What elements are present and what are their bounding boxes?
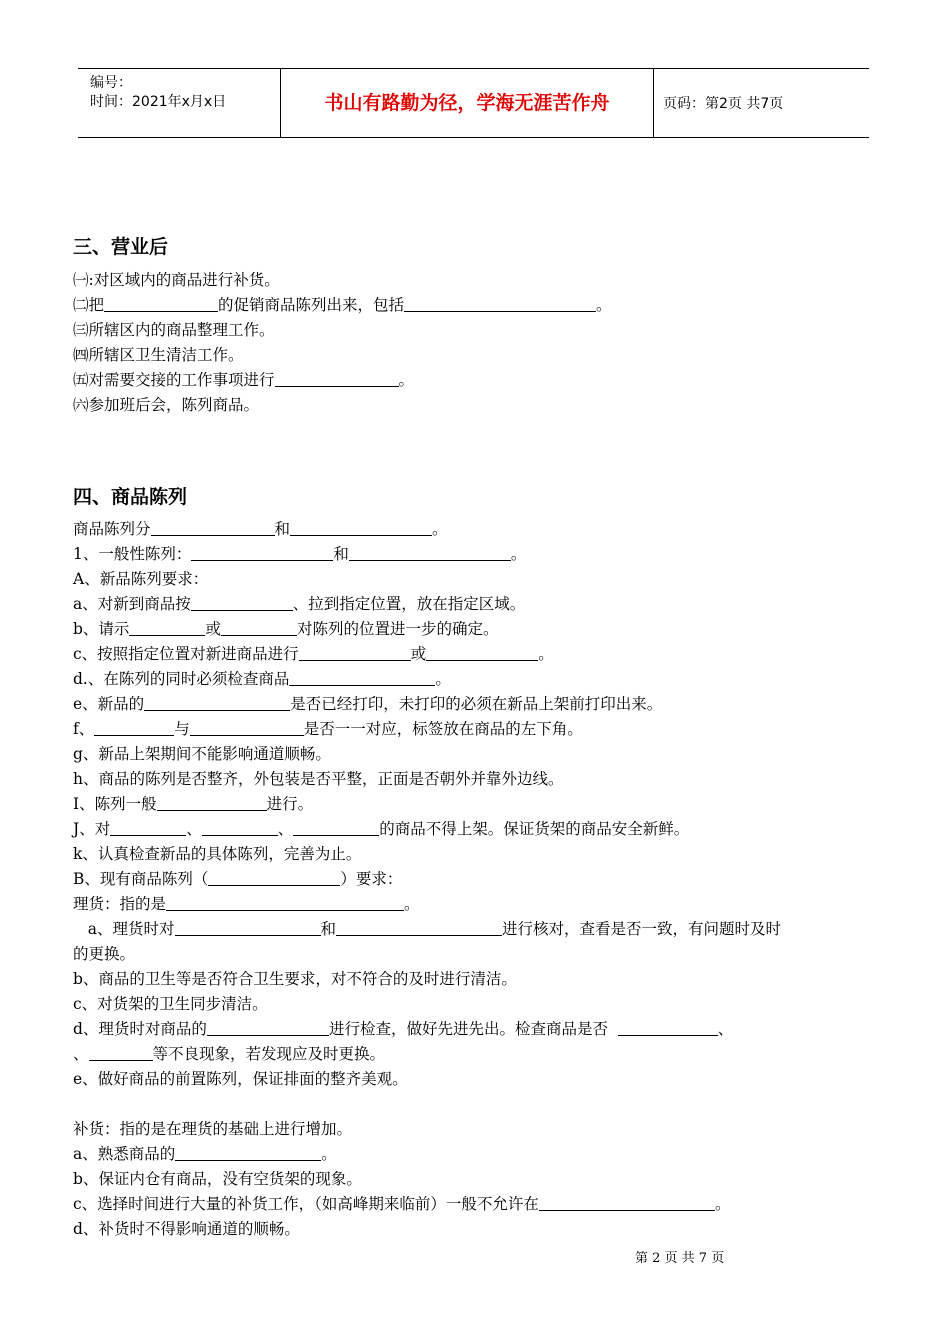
page-footer: 第 2 页 共 7 页 <box>635 1251 725 1266</box>
page-header <box>78 68 869 138</box>
text: 。 <box>398 371 415 389</box>
text: 进行。 <box>266 795 314 813</box>
line <box>73 268 878 293</box>
text: 、 <box>277 820 294 838</box>
blank-field[interactable] <box>336 918 502 936</box>
line <box>73 542 878 567</box>
blank-field[interactable] <box>144 693 290 711</box>
text: 和 <box>320 920 337 938</box>
text: 、 <box>186 820 202 838</box>
blank-field[interactable] <box>207 1018 329 1036</box>
line <box>73 617 878 642</box>
line <box>73 1017 878 1042</box>
text: ㈣所辖区卫生清洁工作。 <box>73 346 244 364</box>
line <box>73 792 878 817</box>
blank-field[interactable] <box>289 668 435 686</box>
blank-field[interactable] <box>191 593 293 611</box>
line <box>73 642 878 667</box>
line <box>73 393 878 418</box>
line <box>73 293 878 318</box>
text: g、新品上架期间不能影响通道顺畅。 <box>73 745 331 763</box>
time-label: 时间：2021年x月x日 <box>90 94 227 110</box>
text: 进行检查，做好先进先出。检查商品是否 <box>328 1020 618 1038</box>
blank-field[interactable] <box>166 893 404 911</box>
text: 与 <box>174 720 190 738</box>
text: b、保证内仓有商品，没有空货架的现象。 <box>73 1170 362 1188</box>
text: h、商品的陈列是否整齐，外包装是否平整，正面是否朝外并靠外边线。 <box>73 770 564 788</box>
line <box>73 1142 878 1167</box>
text: J、对 <box>73 820 111 838</box>
text: a、熟悉商品的 <box>73 1145 176 1163</box>
text: a、理货时对 <box>73 920 175 938</box>
header-page-info: 页码：第2页 共7页 <box>663 96 784 112</box>
line <box>73 592 878 617</box>
blank-field[interactable] <box>539 1193 715 1211</box>
blank-field[interactable] <box>426 643 538 661</box>
text: A、新品陈列要求： <box>73 570 209 588</box>
text: 的更换。 <box>73 945 136 963</box>
text: c、按照指定位置对新进商品进行 <box>73 645 299 663</box>
line <box>73 817 878 842</box>
blank-field[interactable] <box>349 543 511 561</box>
text: B、现有商品陈列（ <box>73 870 209 888</box>
line <box>73 967 878 992</box>
line <box>73 1192 878 1217</box>
text: b、商品的卫生等是否符合卫生要求，对不符合的及时进行清洁。 <box>73 970 517 988</box>
text: e、新品的 <box>73 695 145 713</box>
blank-field[interactable] <box>190 718 304 736</box>
spacer-line <box>73 1092 878 1117</box>
blank-field[interactable] <box>175 918 321 936</box>
text: 是否一一对应，标签放在商品的左下角。 <box>303 720 583 738</box>
line <box>73 1217 878 1242</box>
text: 的商品不得上架。保证货架的商品安全新鲜。 <box>379 820 690 838</box>
blank-field[interactable] <box>129 618 205 636</box>
blank-field[interactable] <box>104 294 218 312</box>
header-motto: 书山有路勤为径，学海无涯苦作舟 <box>281 69 654 137</box>
text: 或 <box>205 620 221 638</box>
text: 商品陈列分 <box>73 520 151 538</box>
text: e、做好商品的前置陈列，保证排面的整齐美观。 <box>73 1070 408 1088</box>
line <box>73 1117 878 1142</box>
line <box>73 567 878 592</box>
blank-field[interactable] <box>404 294 596 312</box>
text: c、选择时间进行大量的补货工作，（如高峰期来临前）一般不允许在 <box>73 1195 539 1213</box>
text: ㈥参加班后会，陈列商品。 <box>73 396 260 414</box>
blank-field[interactable] <box>151 518 275 536</box>
text: 。 <box>714 1195 731 1213</box>
blank-field[interactable] <box>175 1143 321 1161</box>
text: 进行核对，查看是否一致，有问题时及时 <box>502 920 782 938</box>
line <box>73 318 878 343</box>
line <box>73 992 878 1017</box>
blank-field[interactable] <box>202 818 278 836</box>
text: b、请示 <box>73 620 130 638</box>
blank-field[interactable] <box>293 818 379 836</box>
text: ㈢所辖区内的商品整理工作。 <box>73 321 275 339</box>
text: d.、在陈列的同时必须检查商品 <box>73 670 290 688</box>
text: ㈠:对区域内的商品进行补货。 <box>73 271 280 289</box>
line <box>73 343 878 368</box>
text: 的促销商品陈列出来，包括 <box>218 296 405 314</box>
line <box>73 942 878 967</box>
blank-field[interactable] <box>221 618 297 636</box>
text: 理货：指的是 <box>73 895 167 913</box>
section-heading-4: 四、商品陈列 <box>73 486 188 508</box>
line <box>73 1067 878 1092</box>
blank-field[interactable] <box>157 793 267 811</box>
blank-field[interactable] <box>275 369 399 387</box>
line <box>73 892 878 917</box>
text: 。 <box>432 520 448 538</box>
line <box>73 867 878 892</box>
text: a、对新到商品按 <box>73 595 191 613</box>
text: 或 <box>410 645 427 663</box>
text: 。 <box>404 895 420 913</box>
blank-field[interactable] <box>299 643 411 661</box>
line <box>73 917 878 942</box>
number-label: 编号： <box>90 75 132 91</box>
text: c、对货架的卫生同步清洁。 <box>73 995 268 1013</box>
line <box>73 1167 878 1192</box>
text: 1、一般性陈列： <box>73 545 192 563</box>
text: I、陈列一般 <box>73 795 157 813</box>
line <box>73 742 878 767</box>
text: ㈡把 <box>73 296 105 314</box>
text: 和 <box>274 520 291 538</box>
text: ㈤对需要交接的工作事项进行 <box>73 371 275 389</box>
text: 、拉到指定位置，放在指定区域。 <box>292 595 526 613</box>
text: k、认真检查新品的具体陈列，完善为止。 <box>73 845 362 863</box>
text: 等不良现象，若发现应及时更换。 <box>152 1045 386 1063</box>
text: d、补货时不得影响通道的顺畅。 <box>73 1220 300 1238</box>
blank-field[interactable] <box>618 1018 718 1036</box>
text: 、 <box>717 1020 734 1038</box>
blank-field[interactable] <box>110 818 186 836</box>
text: 是否已经打印，未打印的必须在新品上架前打印出来。 <box>290 695 663 713</box>
blank-field[interactable] <box>208 868 340 886</box>
text: ）要求： <box>340 870 403 888</box>
text: 和 <box>333 545 349 563</box>
line <box>73 842 878 867</box>
text: 。 <box>435 670 451 688</box>
line <box>73 767 878 792</box>
text: d、理货时对商品的 <box>73 1020 207 1038</box>
line <box>73 667 878 692</box>
text: f、 <box>73 720 95 738</box>
section3-body <box>73 268 878 418</box>
line <box>73 717 878 742</box>
header-meta <box>78 69 281 137</box>
line <box>73 1042 878 1067</box>
text: 、 <box>73 1045 89 1063</box>
section-heading-3: 三、营业后 <box>73 236 169 258</box>
blank-field[interactable] <box>94 718 174 736</box>
line <box>73 692 878 717</box>
text: 。 <box>510 545 527 563</box>
text: 对陈列的位置进一步的确定。 <box>296 620 499 638</box>
line <box>73 368 878 393</box>
text: 。 <box>321 1145 337 1163</box>
line <box>73 517 878 542</box>
text: 。 <box>596 296 612 314</box>
blank-field[interactable] <box>89 1043 153 1061</box>
blank-field[interactable] <box>191 543 333 561</box>
text: 。 <box>538 645 554 663</box>
section4-body <box>73 517 878 1242</box>
text: 补货：指的是在理货的基础上进行增加。 <box>73 1120 353 1138</box>
blank-field[interactable] <box>290 518 432 536</box>
